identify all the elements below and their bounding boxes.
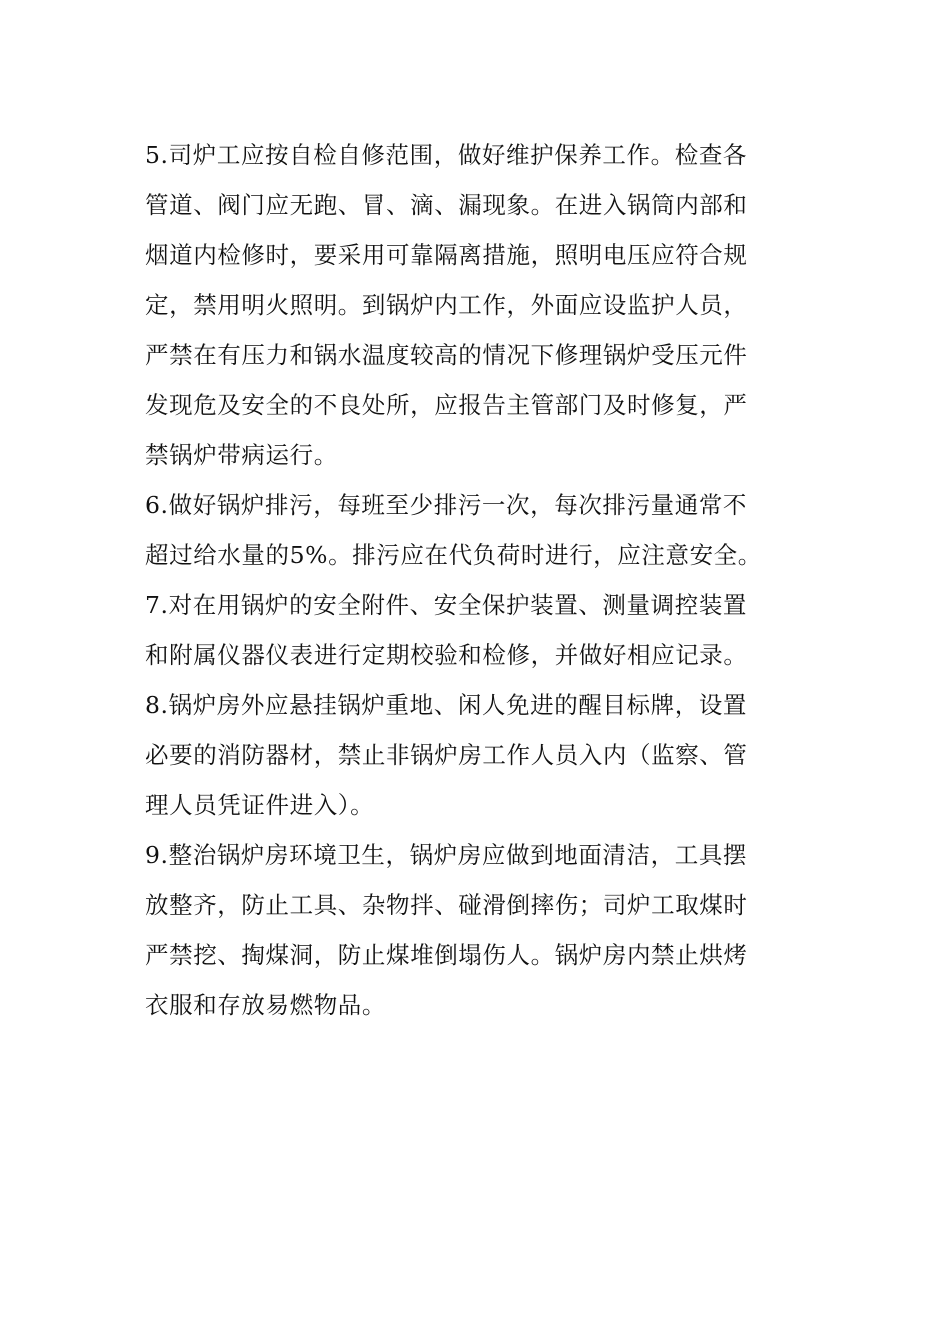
text-line: 禁锅炉带病运行。	[145, 441, 338, 469]
text-line: 放整齐，防止工具、杂物拌、碰滑倒摔伤；司炉工取煤时	[145, 891, 748, 919]
document-body	[145, 130, 805, 1030]
text-line: 7.对在用锅炉的安全附件、安全保护装置、测量调控装置	[145, 591, 748, 619]
text-line: 5.司炉工应按自检自修范围，做好维护保养工作。检查各	[145, 141, 748, 169]
text-line: 理人员凭证件进入）。	[145, 791, 375, 819]
text-line: 定，禁用明火照明。到锅炉内工作，外面应设监护人员，	[145, 291, 748, 319]
text-line: 超过给水量的5%。排污应在代负荷时进行，应注意安全。	[145, 541, 762, 569]
text-line: 严禁在有压力和锅水温度较高的情况下修理锅炉受压元件	[145, 341, 748, 369]
text-line: 6.做好锅炉排污，每班至少排污一次，每次排污量通常不	[145, 491, 748, 519]
text-line: 严禁挖、掏煤洞，防止煤堆倒塌伤人。锅炉房内禁止烘烤	[145, 941, 748, 969]
text-line: 8.锅炉房外应悬挂锅炉重地、闲人免进的醒目标牌，设置	[145, 691, 748, 719]
text-line: 9.整治锅炉房环境卫生，锅炉房应做到地面清洁，工具摆	[145, 841, 748, 869]
text-line: 衣服和存放易燃物品。	[145, 991, 386, 1019]
text-line: 和附属仪器仪表进行定期校验和检修，并做好相应记录。	[145, 641, 748, 669]
text-line: 烟道内检修时，要采用可靠隔离措施，照明电压应符合规	[145, 241, 748, 269]
text-line: 必要的消防器材，禁止非锅炉房工作人员入内（监察、管	[145, 741, 748, 769]
text-line: 发现危及安全的不良处所，应报告主管部门及时修复，严	[145, 391, 748, 419]
text-line: 管道、阀门应无跑、冒、滴、漏现象。在进入锅筒内部和	[145, 191, 748, 219]
